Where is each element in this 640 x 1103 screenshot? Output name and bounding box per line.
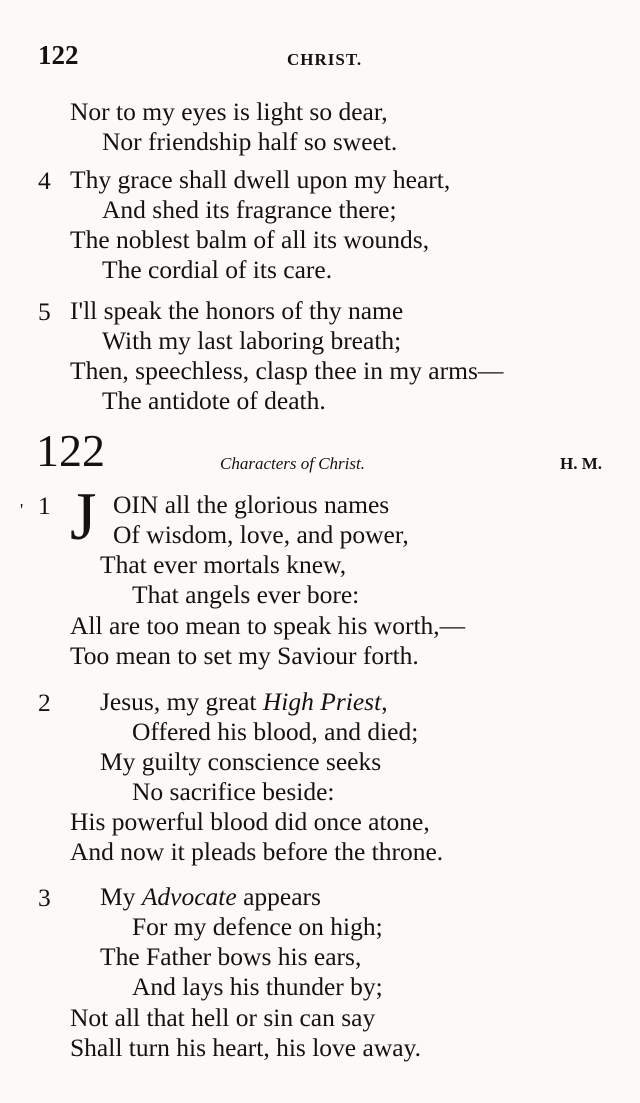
verse-line	[100, 687, 388, 717]
verse-line: The antidote of death.	[102, 386, 326, 415]
continuation-line: Nor friendship half so sweet.	[102, 127, 398, 156]
verse-line: Of wisdom, love, and power,	[113, 520, 409, 549]
verse-line: The Father bows his ears,	[100, 942, 362, 971]
chapter-heading: CHRIST.	[287, 50, 363, 69]
verse-text: ,	[381, 687, 388, 716]
drop-cap: J	[70, 478, 97, 554]
stanza-number: 4	[38, 166, 51, 195]
emphasis-text: High Priest	[262, 687, 382, 716]
verse-line: That ever mortals knew,	[100, 550, 347, 579]
verse-line: I'll speak the honors of thy name	[70, 296, 404, 325]
hymn-title: Characters of Christ.	[220, 454, 365, 473]
verse-line: And shed its fragrance there;	[102, 195, 397, 224]
verse-line: Then, speechless, clasp thee in my arms—	[70, 356, 504, 385]
verse-text: My	[100, 882, 142, 911]
margin-mark: '	[20, 500, 24, 520]
verse-line: And now it pleads before the throne.	[70, 837, 444, 866]
verse-line: Offered his blood, and died;	[132, 717, 419, 746]
verse-line: That angels ever bore:	[132, 580, 360, 609]
verse-line: My guilty conscience seeks	[100, 747, 382, 776]
stanza-number: 1	[38, 491, 51, 520]
verse-line: With my last laboring breath;	[102, 326, 402, 355]
verse-text: Jesus, my great	[100, 687, 263, 716]
verse-line	[100, 882, 321, 912]
continuation-line: Nor to my eyes is light so dear,	[70, 97, 388, 126]
verse-line: No sacrifice beside:	[132, 777, 335, 806]
verse-line: Thy grace shall dwell upon my heart,	[70, 165, 451, 194]
verse-line: The noblest balm of all its wounds,	[70, 225, 430, 254]
verse-line: OIN all the glorious names	[113, 490, 390, 519]
verse-line: Not all that hell or sin can say	[70, 1003, 376, 1032]
verse-text: appears	[236, 882, 321, 911]
emphasis-text: Advocate	[141, 882, 237, 911]
verse-line: The cordial of its care.	[102, 255, 333, 284]
stanza-number: 5	[38, 297, 51, 326]
stanza-number: 3	[38, 883, 51, 912]
verse-line: Too mean to set my Saviour forth.	[70, 641, 419, 670]
verse-line: For my defence on high;	[132, 912, 383, 941]
hymn-number: 122	[36, 425, 105, 476]
verse-line: And lays his thunder by;	[132, 972, 383, 1001]
hymn-meter: H. M.	[560, 454, 603, 473]
verse-line: All are too mean to speak his worth,—	[70, 611, 466, 640]
verse-line: His powerful blood did once atone,	[70, 807, 430, 836]
verse-line: Shall turn his heart, his love away.	[70, 1033, 422, 1062]
page-number: 122	[38, 40, 79, 70]
stanza-number: 2	[38, 688, 51, 717]
